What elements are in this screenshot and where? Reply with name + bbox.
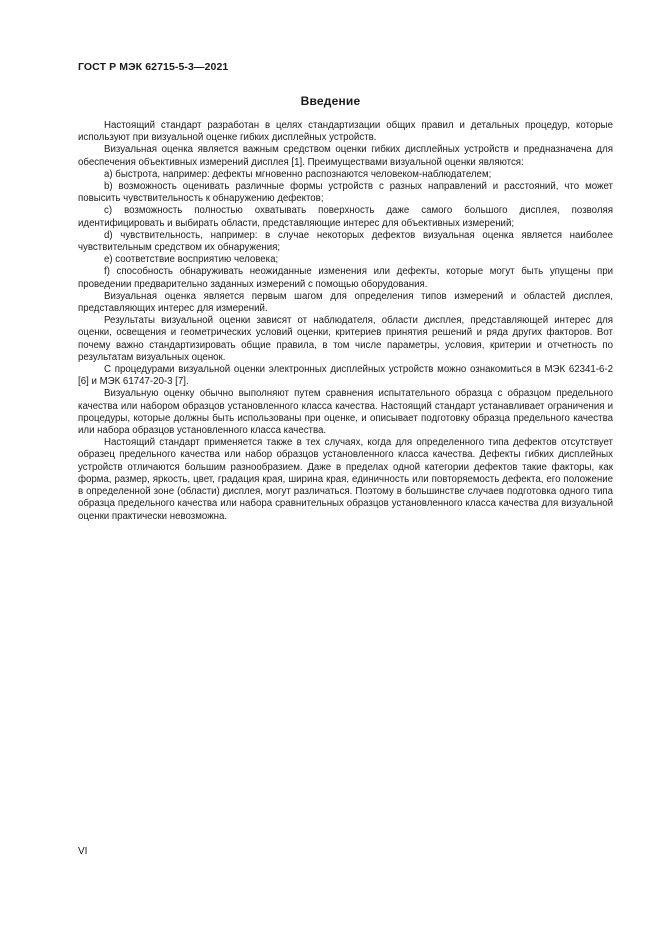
page-number: VI bbox=[78, 846, 88, 857]
paragraph: Настоящий стандарт разработан в целях стандартизации общих правил и детальных процедур, которые используют при визуальной оценке гибких дисплейных устройств. bbox=[78, 120, 613, 144]
standard-code-header: ГОСТ Р МЭК 62715-5-3—2021 bbox=[78, 61, 229, 73]
list-item: е) соответствие восприятию человека; bbox=[104, 254, 279, 266]
list-item: с) возможность полностью охватывать поверхность даже самого большого дисплея, позволяя идентифицировать и выбирать области, представляющие интерес для объективных измерений; bbox=[78, 205, 613, 229]
body-text bbox=[78, 120, 613, 523]
list-item: b) возможность оценивать различные формы устройств с разных направлений и расстояний, что может повысить чувствительность к обнаружению дефектов; bbox=[78, 181, 613, 205]
list-item: f) способность обнаруживать неожиданные изменения или дефекты, которые могут быть упущены при проведении предварительно заданных измерений с помощью оборудования. bbox=[78, 266, 613, 290]
paragraph: Визуальная оценка является важным средством оценки гибких дисплейных устройств и предназначена для обеспечения объективных измерений дисплея [1]. Преимуществами визуальной оценки являются: bbox=[78, 144, 613, 168]
paragraph: Визуальную оценку обычно выполняют путем сравнения испытательного образца с образцом предельного качества или набором образцов установленного класса качества. Настоящий стандарт устанавливает ограничения и процедуры, которые должны быть использованы при оценке, и описывает подготовку образца предельного качества или набора образцов установленного класса качества. bbox=[78, 388, 613, 437]
paragraph: Визуальная оценка является первым шагом для определения типов измерений и областей дисплея, представляющих интерес для измерений. bbox=[78, 290, 613, 315]
list-item: а) быстрота, например: дефекты мгновенно распознаются человеком-наблюдателем; bbox=[104, 168, 492, 180]
paragraph: С процедурами визуальной оценки электронных дисплейных устройств можно ознакомиться в МЭК 62341-6-2 [6] и МЭК 61747-20-3 [7]. bbox=[78, 364, 613, 388]
paragraph: Настоящий стандарт применяется также в тех случаях, когда для определенного типа дефектов отсутствует образец предельного качества или набор образцов установленного класса качества. Дефекты гибких дисплейных устройств отличаются большим разнообразием. Даже в пределах одной категории дефектов такие факторы, как форма, размер, яркость, цвет, градация края, ширина края, единичность или повторяемость дефекта, его положение в определенной зоне (области) дисплея, могут различаться. Поэтому в большинстве случаев подготовка одного типа образца предельного качества или набора сравнительных образцов установленного класса качества для визуальной оценки практически невозможна. bbox=[78, 437, 613, 522]
paragraph: Результаты визуальной оценки зависят от наблюдателя, области дисплея, представляющей интерес для оценки, освещения и геометрических условий оценки, критериев принятия решений и ряда других факторов. Вот почему важно стандартизировать общие правила, в том числе параметры, условия, критерии и отчетность по результатам визуальных оценок. bbox=[78, 315, 613, 363]
list-item: d) чувствительность, например: в случае некоторых дефектов визуальная оценка является наиболее чувствительным средством их обнаружения; bbox=[78, 229, 613, 254]
section-title: Введение bbox=[300, 94, 361, 108]
